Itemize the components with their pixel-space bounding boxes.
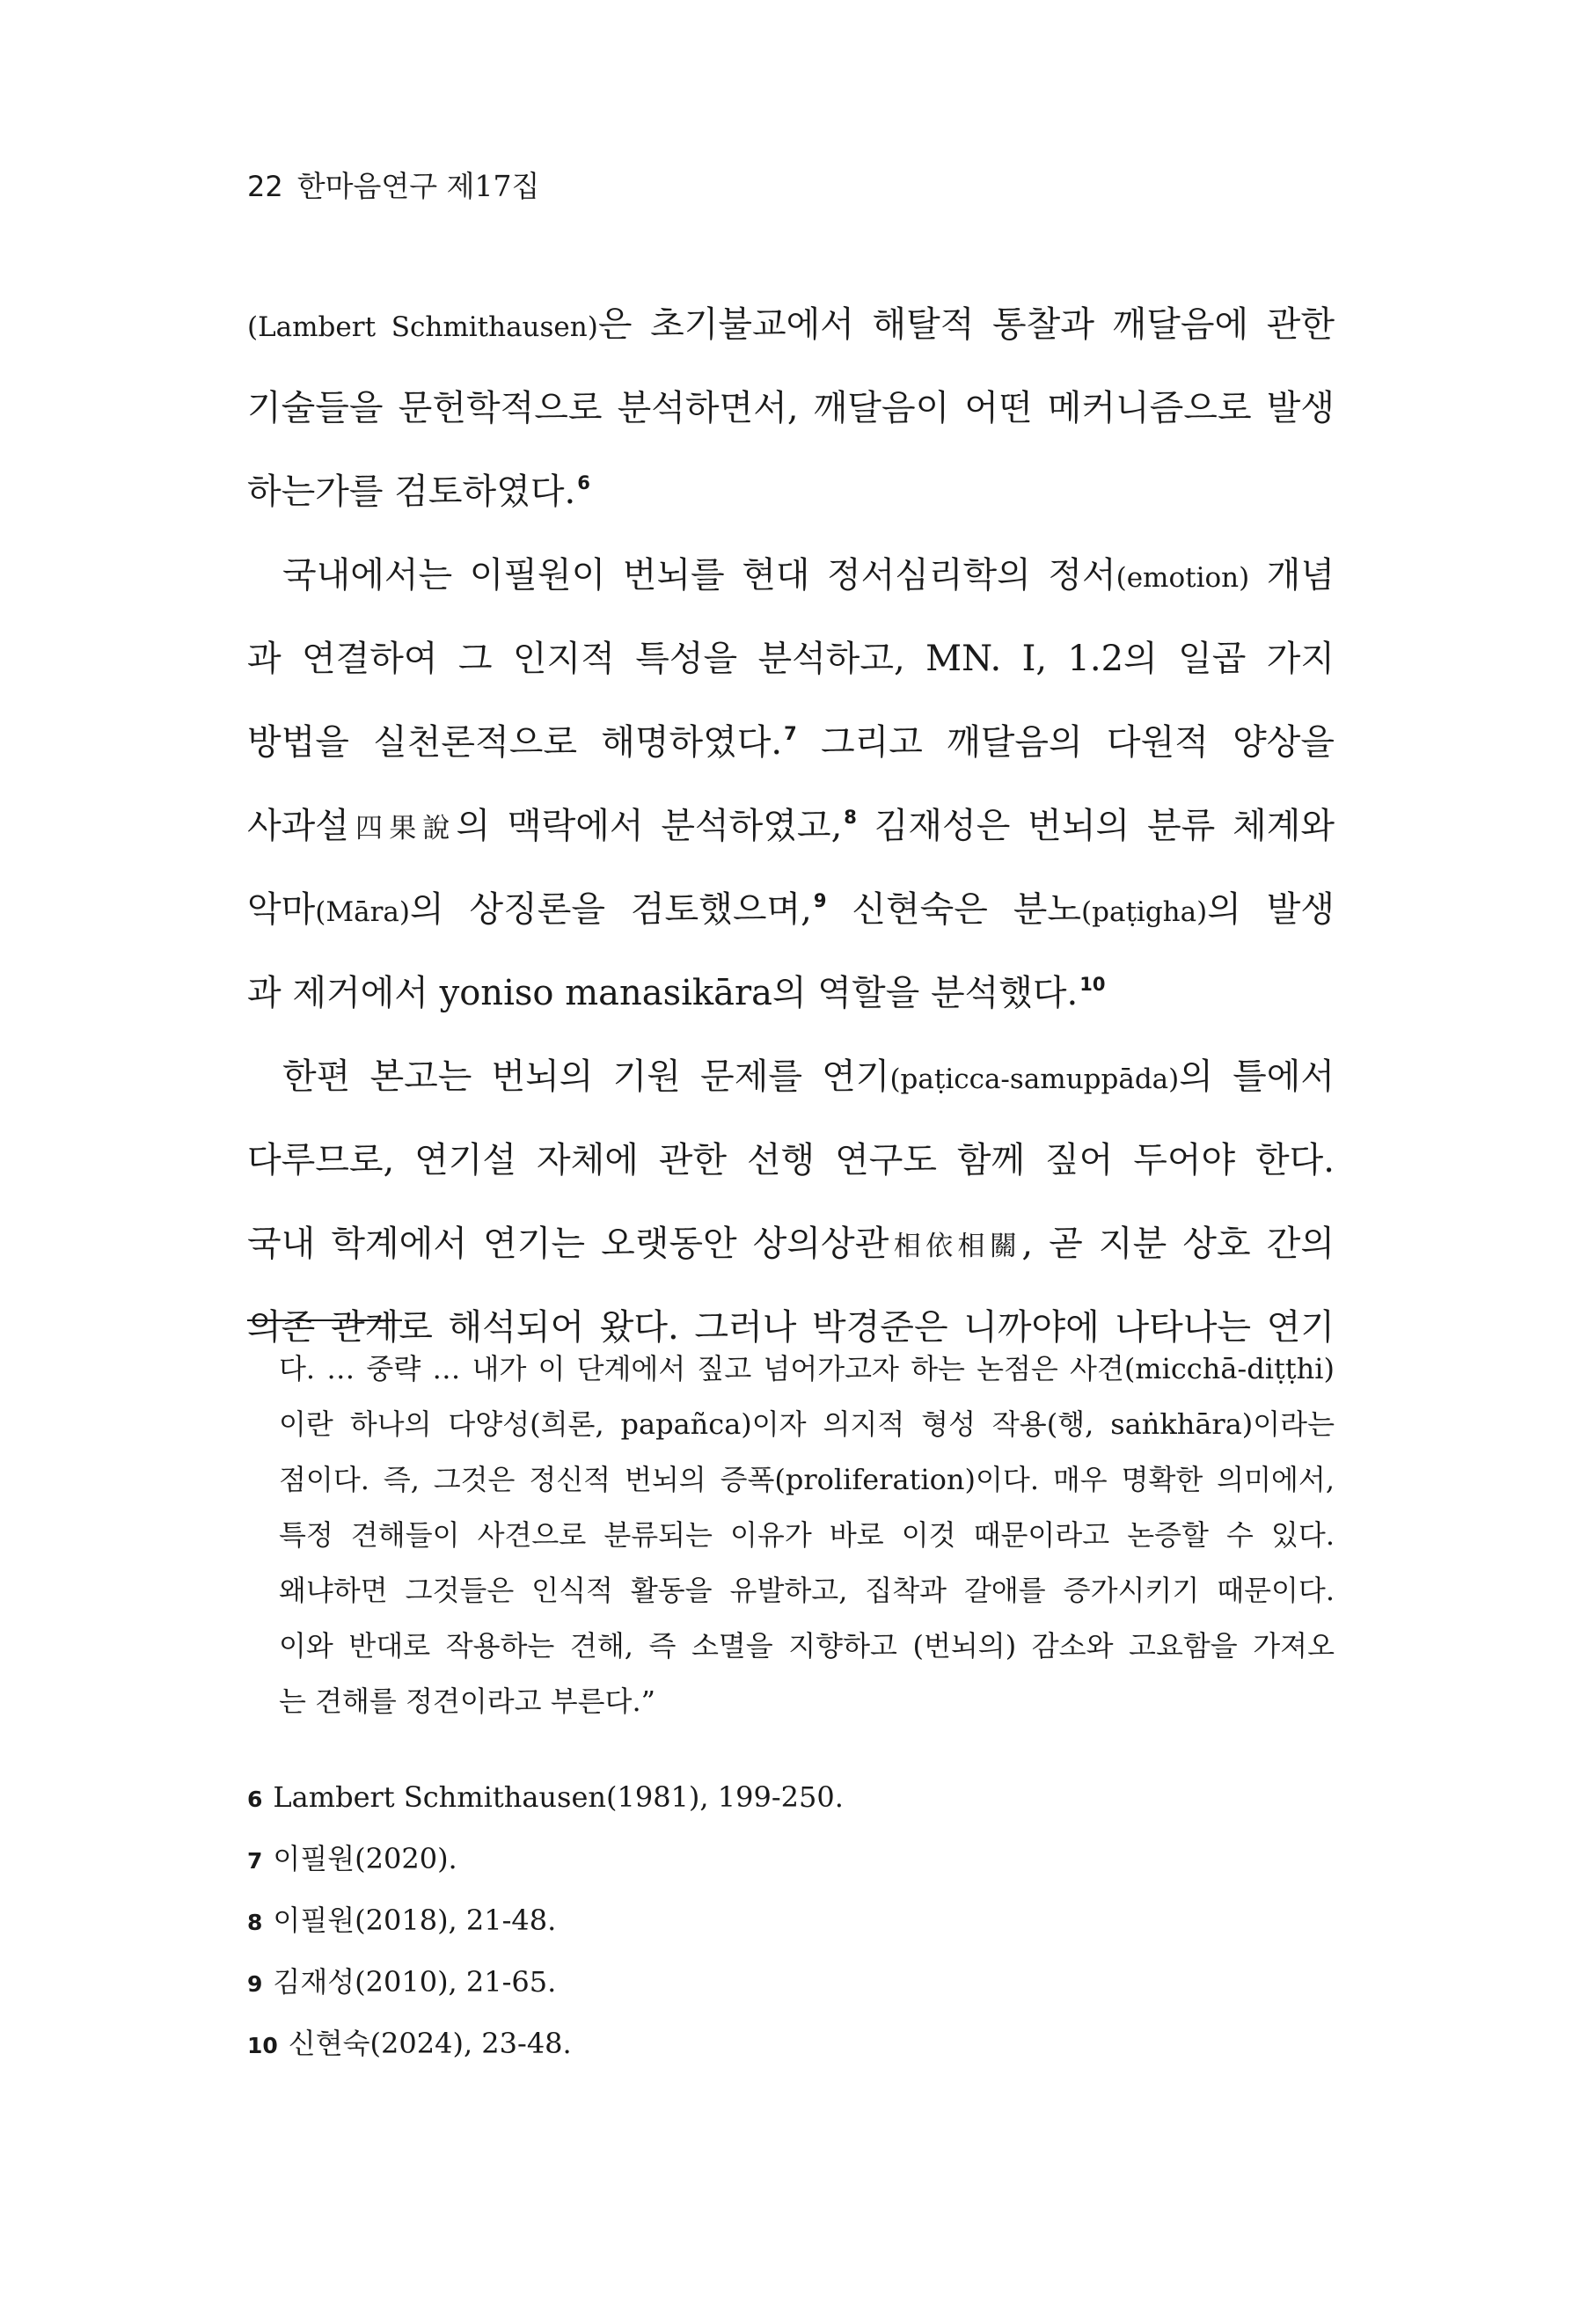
text-segment: 방법을 실천론적으로 해명하였다. [247,722,783,763]
footnote-ref-7[interactable]: 7 [784,723,797,744]
page-number: 22 [247,170,283,203]
footnote-line: 다. … 중략 … 내가 이 단계에서 짚고 넘어가고자 하는 논점은 사견(micchā-diṭṭhi) [279,1352,1335,1385]
text-segment: 김재성은 번뇌의 분류 체계와 [856,806,1335,846]
term-paticca: (paṭicca-samuppāda) [889,1063,1180,1095]
footnote-text: 이필원(2020). [273,1842,457,1875]
text-line [247,785,1335,868]
footnote-line: 이와 반대로 작용하는 견해, 즉 소멸을 지향하고 (번뇌의) 감소와 고요함을 가져오 [279,1629,1335,1663]
footnote-number: 6 [247,1787,263,1812]
text-segment: , 곧 지분 상호 간의 [1021,1224,1335,1264]
footnote-7 [247,1828,1335,1889]
text-line: 기술들을 문헌학적으로 분석하면서, 깨달음이 어떤 메커니즘으로 발생 [247,388,1335,428]
text-segment: 신현숙은 분노 [826,889,1082,930]
footnote-text: 김재성(2010), 21-65. [273,1965,557,1999]
footnote-text: Lambert Schmithausen(1981), 199-250. [273,1780,844,1814]
footnote-line: 점이다. 즉, 그것은 정신적 번뇌의 증폭(proliferation)이다. 매우 명확한 의미에서, [279,1463,1335,1496]
text-segment: 의 맥락에서 분석하였고, [456,806,843,846]
text-segment: 악마 [247,889,316,930]
text-segment: 과 제거에서 yoniso manasikāra의 역할을 분석했다. [247,973,1079,1013]
text-segment: 그리고 깨달음의 다원적 양상을 [796,722,1335,763]
footnote-number: 8 [247,1910,263,1935]
footnote-line: 특정 견해들이 사견으로 분류되는 이유가 바로 이것 때문이라고 논증할 수 있다. [279,1518,1335,1552]
term-hanja: 四果說 [348,813,457,844]
footnote-text: 이필원(2018), 21-48. [273,1904,557,1937]
footnote-ref-10[interactable]: 10 [1079,974,1106,995]
footnote-10 [247,2013,1335,2074]
footnote-line: 이란 하나의 다양성(희론, papañca)이자 의지적 형성 작용(행, saṅkhāra)이라는 [279,1407,1335,1441]
term-emotion: (emotion) [1116,562,1250,594]
text-segment: 의 틀에서 [1179,1056,1335,1097]
text-line [247,450,1335,534]
footnote-number: 9 [247,1971,263,1997]
footnote-number: 10 [247,2033,278,2058]
footnote-continuation [247,1341,1335,1729]
text-line: 과 연결하여 그 인지적 특성을 분석하고, MN. I, 1.2의 일곱 가지 [247,639,1335,679]
footnote-line: 왜냐하면 그것들은 인식적 활동을 유발하고, 집착과 갈애를 증가시키기 때문이다. [279,1574,1335,1607]
main-text [247,283,1335,1370]
footnote-list [247,1766,1335,2074]
text-line [247,534,1335,618]
text-segment: 은 초기불교에서 해탈적 통찰과 깨달음에 관한 [597,304,1335,345]
journal-title: 한마음연구 제17집 [296,169,540,203]
footnote-9 [247,1951,1335,2013]
footnote-text: 신현숙(2024), 23-48. [288,2027,572,2060]
text-segment: 국내 학계에서 연기는 오랫동안 상의상관 [247,1224,889,1264]
footnote-line: 는 견해를 정견이라고 부른다.” [279,1685,655,1718]
text-segment: 사과설 [247,806,349,846]
footnote-8 [247,1889,1335,1951]
text-line: 다루므로, 연기설 자체에 관한 선행 연구도 함께 짚어 두어야 한다. [247,1140,1335,1180]
footnote-6 [247,1766,1335,1828]
footnote-ref-6[interactable]: 6 [577,472,590,493]
text-segment: 국내에서는 이필원이 번뇌를 현대 정서심리학의 정서 [282,555,1116,596]
footnote-separator [247,1319,402,1321]
text-line [247,283,1335,367]
term-hanja: 相依相關 [889,1231,1022,1262]
text-line [247,1202,1335,1286]
author-name: (Lambert Schmithausen) [247,311,598,343]
footnote-number: 7 [247,1848,263,1874]
text-line [247,868,1335,952]
text-line: 의존 관계로 해석되어 왔다. 그러나 박경준은 니까야에 나타나는 연기 [247,1307,1335,1348]
term-patigha: (paṭigha) [1081,896,1208,928]
text-segment: 의 발생 [1207,889,1335,930]
footnote-ref-9[interactable]: 9 [813,890,827,911]
term-mara: (Māra) [315,896,410,928]
text-segment: 한편 본고는 번뇌의 기원 문제를 연기 [282,1056,890,1097]
running-header [247,167,539,206]
text-segment: 하는가를 검토하였다. [247,471,576,512]
text-line [247,701,1335,785]
text-segment: 개념 [1249,555,1335,596]
footnote-ref-8[interactable]: 8 [844,807,857,828]
text-segment: 의 상징론을 검토했으며, [410,889,812,930]
text-line [247,1035,1335,1119]
text-line [247,952,1335,1035]
